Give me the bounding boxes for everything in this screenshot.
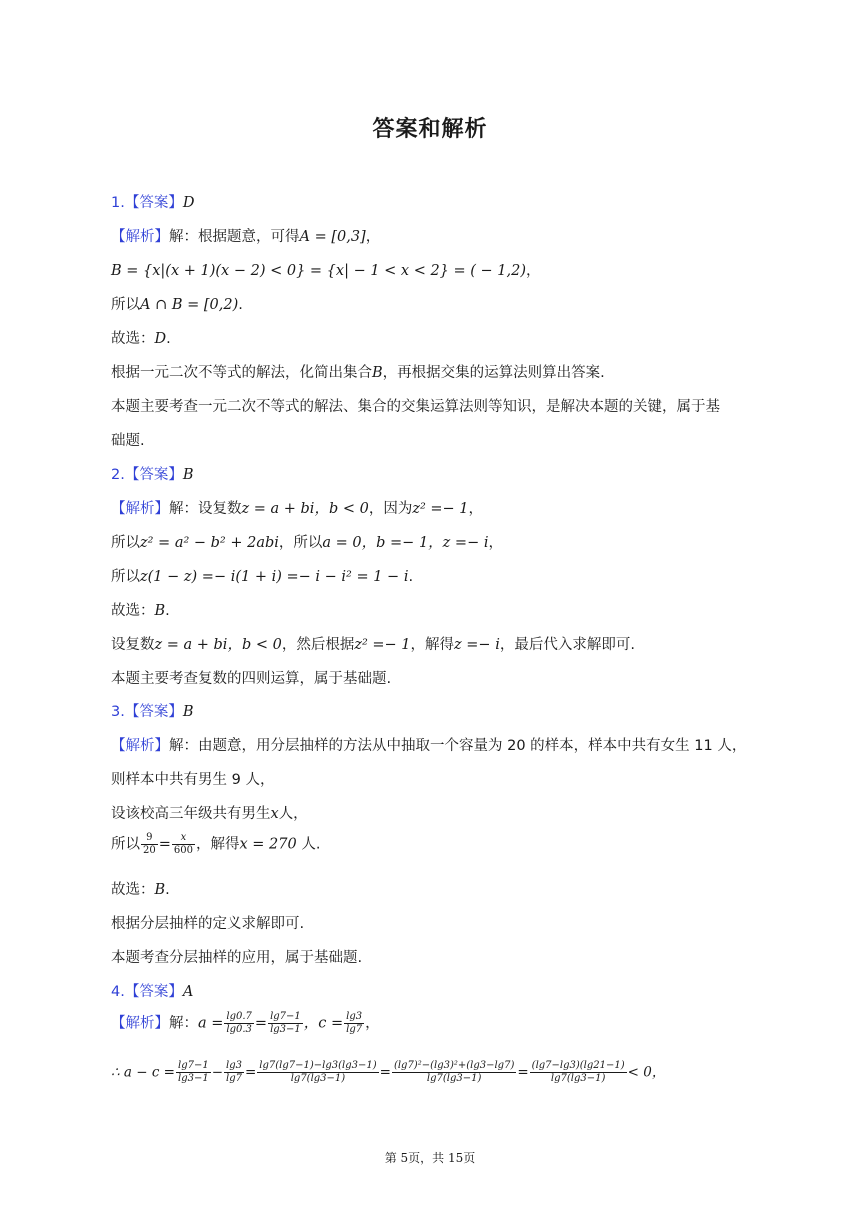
- q1-analysis-line-6: 本题主要考查一元二次不等式的解法、集合的交集运算法则等知识，是解决本题的关键，属于基: [111, 399, 720, 415]
- q2-text: ，所以: [278, 535, 323, 551]
- q2-analysis-line-6: 本题主要考查复数的四则运算，属于基础题.: [111, 671, 392, 687]
- q1-answer-line: [111, 191, 780, 212]
- q2-text: 设复数: [111, 637, 155, 653]
- fraction-denominator: lg3−1: [270, 1024, 301, 1035]
- fraction-denominator: 600: [173, 845, 193, 856]
- q2-math: z² = a² − b² + 2abi: [140, 535, 279, 551]
- q4-math: =: [517, 1064, 529, 1081]
- q4-analysis-line-2: [111, 1060, 780, 1085]
- fraction-denominator: lg7: [226, 1073, 242, 1084]
- q1-number: 1.: [111, 195, 125, 211]
- q1-math: A = [0,3]: [299, 229, 366, 245]
- q3-number: 3.: [111, 704, 125, 720]
- q3-math: =: [158, 836, 171, 853]
- q2-punct: ，: [488, 535, 503, 551]
- q1-analysis-line-7: 础题.: [111, 433, 145, 449]
- fraction-numerator: (lg7)²−(lg3)²+(lg3−lg7): [393, 1060, 515, 1071]
- q2-text: ，然后根据: [281, 637, 355, 653]
- q3-math: x: [270, 806, 279, 822]
- q4-analysis-line-1: [111, 1011, 780, 1036]
- q3-answer-tag: 【答案】: [124, 704, 183, 720]
- q2-answer-value: B: [182, 467, 194, 483]
- q4-fraction: [224, 1060, 244, 1085]
- fraction-denominator: lg7(lg3−1): [290, 1073, 346, 1084]
- q1-text: 解：根据题意，可得: [169, 229, 300, 245]
- q4-math: =: [244, 1064, 257, 1081]
- q1-answer-tag: 【答案】: [124, 195, 183, 211]
- q1-math: B: [372, 365, 383, 381]
- q3-analysis-line-7: 本题考查分层抽样的应用，属于基础题.: [111, 950, 363, 966]
- q2-math: B: [154, 603, 166, 619]
- q3-text: 人，: [278, 806, 308, 822]
- q2-text: ，解得: [410, 637, 455, 653]
- q3-answer-line: [111, 700, 780, 721]
- page-footer: 第 5页，共 15页: [384, 1151, 476, 1165]
- fraction-numerator: lg7−1: [178, 1060, 209, 1071]
- q2-answer-tag: 【答案】: [124, 467, 183, 483]
- q3-fraction-2: [172, 832, 195, 857]
- q1-punct: .: [166, 331, 171, 347]
- q4-punct: ，: [365, 1015, 380, 1032]
- q2-answer-line: [111, 463, 780, 484]
- q4-text: 解：: [169, 1015, 198, 1032]
- q3-text: 所以: [111, 836, 140, 853]
- fraction-denominator: lg7: [346, 1024, 363, 1035]
- q4-math: =: [379, 1064, 391, 1081]
- q2-analysis-tag: 【解析】: [111, 501, 169, 517]
- q1-math: D: [154, 331, 167, 347]
- q3-analysis-line-3: [111, 802, 780, 823]
- fraction-numerator: lg3: [346, 1011, 363, 1022]
- q1-punct: ，: [365, 229, 381, 245]
- q4-number: 4.: [111, 984, 125, 1000]
- q3-analysis-line-5: [111, 878, 780, 899]
- fraction-numerator: lg7(lg7−1)−lg3(lg3−1): [259, 1060, 377, 1071]
- q3-answer-value: B: [182, 704, 194, 720]
- fraction-denominator: lg7(lg3−1): [426, 1073, 482, 1084]
- q4-fraction: [224, 1011, 254, 1036]
- q1-analysis-line-2: [111, 259, 780, 280]
- q3-text: 解：由题意，用分层抽样的方法从中抽取一个容量为 20 的样本，样本中共有女生 11 人，: [169, 738, 747, 754]
- q2-math: z = a + bi，b < 0: [241, 501, 369, 517]
- q4-math: −: [211, 1064, 224, 1081]
- q1-math: A ∩ B = [0,2): [140, 297, 239, 313]
- q2-text: 解：设复数: [169, 501, 242, 517]
- fraction-denominator: lg0.3: [226, 1024, 252, 1035]
- q1-text: 根据一元二次不等式的解法，化简出集合: [111, 365, 372, 381]
- q1-analysis-tag: 【解析】: [111, 229, 169, 245]
- q1-math: B = {x|(x + 1)(x − 2) < 0} = {x| − 1 < x < 2} = ( − 1,2): [111, 263, 527, 279]
- q2-math: z² =− 1: [354, 637, 411, 653]
- fraction-numerator: lg7−1: [270, 1011, 301, 1022]
- q3-text: 设该校高三年级共有男生: [111, 806, 271, 822]
- fraction-numerator: 9: [141, 832, 158, 845]
- q1-analysis-line-3: [111, 293, 780, 314]
- fraction-denominator: 20: [143, 845, 156, 856]
- q3-math: x = 270: [239, 836, 297, 853]
- q4-answer-tag: 【答案】: [124, 984, 183, 1000]
- q3-text: 故选：: [111, 882, 155, 898]
- q2-text: ，最后代入求解即可.: [499, 637, 635, 653]
- fraction-denominator: lg7(lg3−1): [550, 1073, 606, 1084]
- q2-math: z = a + bi，b < 0: [154, 637, 282, 653]
- q4-fraction: [344, 1011, 364, 1036]
- q2-math: z =− i: [454, 637, 500, 653]
- q1-punct: .: [238, 297, 243, 313]
- fraction-numerator: x: [172, 832, 195, 845]
- q4-fraction: [268, 1011, 303, 1036]
- q4-math: a =: [198, 1015, 224, 1032]
- q4-math: ∴ a − c =: [111, 1064, 175, 1081]
- q3-punct: .: [165, 882, 170, 898]
- q2-analysis-line-3: [111, 565, 780, 586]
- q2-analysis-line-5: [111, 633, 780, 654]
- q2-analysis-line-4: [111, 599, 780, 620]
- q3-analysis-tag: 【解析】: [111, 738, 169, 754]
- q3-fraction-1: [141, 832, 158, 857]
- q1-text: 所以: [111, 297, 140, 313]
- q4-math: < 0，: [627, 1064, 666, 1081]
- q2-text: ，因为: [368, 501, 413, 517]
- q2-math: a = 0，b =− 1，z =− i: [322, 535, 489, 551]
- q2-text: 所以: [111, 535, 140, 551]
- q1-analysis-line-5: [111, 361, 780, 382]
- q1-text: ，再根据交集的运算法则算出答案.: [382, 365, 605, 381]
- q1-text: 故选：: [111, 331, 155, 347]
- q3-math: B: [154, 882, 166, 898]
- q4-fraction: [392, 1060, 516, 1085]
- q1-answer-value: D: [182, 195, 195, 211]
- q2-punct: ，: [468, 501, 484, 517]
- q2-math: z² =− 1: [412, 501, 469, 517]
- q2-text: 故选：: [111, 603, 155, 619]
- q2-analysis-line-1: [111, 497, 780, 518]
- q4-fraction: [530, 1060, 627, 1085]
- q3-text: ，解得: [195, 836, 240, 853]
- q4-answer-value: A: [182, 984, 194, 1000]
- q3-analysis-line-2: 则样本中共有男生 9 人，: [111, 772, 275, 788]
- q2-punct: .: [165, 603, 170, 619]
- q3-text: 人.: [296, 836, 321, 853]
- q1-analysis-line-1: [111, 225, 780, 246]
- q4-fraction: [176, 1060, 211, 1085]
- q4-math: =: [254, 1015, 268, 1032]
- q4-math: ，c =: [303, 1015, 344, 1032]
- fraction-numerator: lg3: [226, 1060, 242, 1071]
- q2-analysis-line-2: [111, 531, 780, 552]
- q1-punct: ，: [526, 263, 541, 279]
- q4-fraction: [257, 1060, 378, 1085]
- q4-answer-line: [111, 980, 780, 1001]
- q2-punct: .: [408, 569, 414, 585]
- q3-analysis-line-6: 根据分层抽样的定义求解即可.: [111, 916, 305, 932]
- fraction-numerator: lg0.7: [226, 1011, 252, 1022]
- page-title: 答案和解析: [372, 117, 488, 142]
- q2-number: 2.: [111, 467, 125, 483]
- q2-text: 所以: [111, 569, 140, 585]
- q4-analysis-tag: 【解析】: [111, 1015, 169, 1032]
- q2-math: z(1 − z) =− i(1 + i) =− i − i² = 1 − i: [140, 569, 409, 585]
- fraction-numerator: (lg7−lg3)(lg21−1): [531, 1060, 625, 1071]
- q3-analysis-line-1: [111, 734, 780, 755]
- q1-analysis-line-4: [111, 327, 780, 348]
- fraction-denominator: lg3−1: [178, 1073, 209, 1084]
- q3-analysis-line-4: [111, 832, 780, 857]
